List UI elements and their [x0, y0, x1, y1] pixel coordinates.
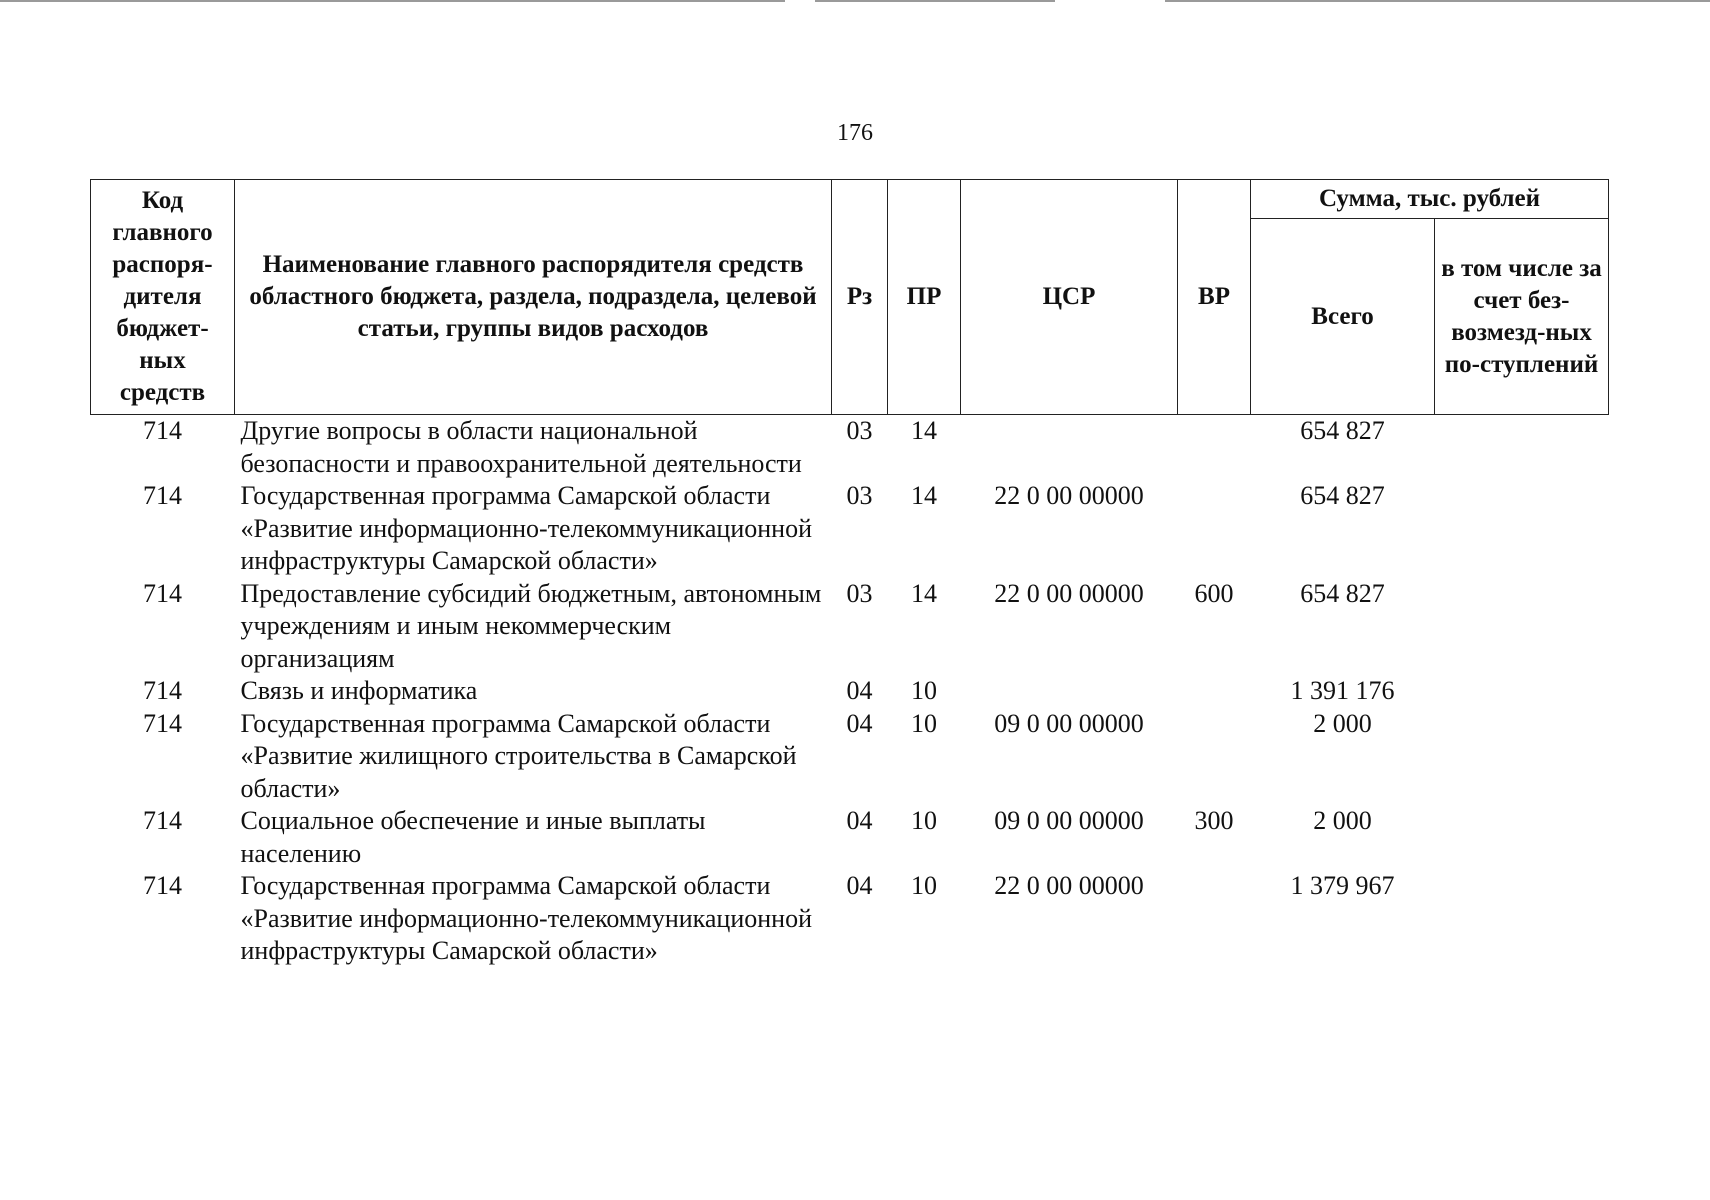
row-code: 714	[143, 481, 182, 510]
header-rz: Рз	[832, 180, 888, 415]
row-csr	[961, 675, 1178, 708]
row-code: 714	[143, 806, 182, 835]
row-pr: 10	[911, 871, 937, 900]
row-csr: 22 0 00 00000	[994, 871, 1144, 900]
row-pr: 14	[911, 481, 937, 510]
row-vr: 300	[1194, 806, 1234, 835]
row-name: Государственная программа Самарской области «Развитие информационно-телекоммуникационной инфраструктуры Самарской области»	[240, 481, 813, 575]
row-name: Государственная программа Самарской области «Развитие информационно-телекоммуникационной инфраструктуры Самарской области»	[240, 871, 813, 965]
row-pr: 10	[911, 806, 937, 835]
table-row	[91, 480, 1609, 578]
row-free-receipts	[1435, 805, 1609, 870]
header-total: Всего	[1251, 219, 1435, 415]
row-vr	[1178, 708, 1251, 806]
row-csr: 09 0 00 00000	[994, 806, 1144, 835]
row-pr: 14	[911, 416, 937, 445]
row-vr	[1178, 415, 1251, 481]
table-row	[91, 415, 1609, 481]
row-total: 2 000	[1313, 708, 1372, 738]
row-vr: 600	[1194, 578, 1234, 608]
header-csr: ЦСР	[961, 180, 1178, 415]
scan-edge-line	[1165, 0, 1710, 2]
row-pr: 10	[911, 708, 937, 738]
row-total: 654 827	[1300, 481, 1385, 510]
row-rz: 04	[846, 806, 873, 835]
row-code: 714	[143, 871, 182, 900]
row-name: Связь и информатика	[240, 676, 478, 705]
row-rz: 04	[846, 708, 873, 738]
scan-edge-line	[0, 0, 785, 2]
budget-table	[90, 179, 1609, 968]
table-row	[91, 708, 1609, 806]
table-body	[91, 415, 1609, 968]
header-vr: ВР	[1178, 180, 1251, 415]
row-code: 714	[143, 416, 182, 445]
row-total: 1 379 967	[1290, 871, 1395, 900]
row-name: Социальное обеспечение и иные выплаты населению	[240, 806, 706, 868]
row-total: 654 827	[1300, 578, 1385, 608]
row-name: Другие вопросы в области национальной безопасности и правоохранительной деятельности	[240, 416, 802, 478]
row-rz: 03	[846, 416, 873, 445]
table-row	[91, 675, 1609, 708]
table-header	[91, 180, 1609, 415]
row-vr	[1178, 870, 1251, 968]
header-name: Наименование главного распорядителя средств областного бюджета, раздела, подраздела, целевой статьи, группы видов расходов	[235, 180, 832, 415]
header-code: Код главного распоря-дителя бюджет-ных средств	[91, 180, 235, 415]
header-pr: ПР	[888, 180, 961, 415]
header-free-receipts: в том числе за счет без-возмезд-ных по-ступлений	[1435, 219, 1609, 415]
row-code: 714	[143, 708, 182, 738]
row-code: 714	[143, 578, 182, 608]
row-vr	[1178, 675, 1251, 708]
row-free-receipts	[1435, 675, 1609, 708]
row-rz: 04	[846, 676, 873, 705]
row-name: Предоставление субсидий бюджетным, автономным учреждениям и иным некоммерческим организациям	[240, 578, 822, 673]
row-csr	[961, 415, 1178, 481]
row-code: 714	[143, 676, 182, 705]
row-name: Государственная программа Самарской области «Развитие жилищного строительства в Самарской области»	[240, 708, 797, 803]
row-free-receipts	[1435, 578, 1609, 676]
page-number: 176	[837, 120, 873, 146]
row-rz: 03	[846, 578, 873, 608]
header-sum-group: Сумма, тыс. рублей	[1251, 180, 1609, 219]
row-free-receipts	[1435, 708, 1609, 806]
row-total: 654 827	[1300, 416, 1385, 445]
table-row	[91, 578, 1609, 676]
row-csr: 09 0 00 00000	[994, 708, 1144, 738]
row-csr: 22 0 00 00000	[994, 578, 1144, 608]
row-rz: 04	[846, 871, 873, 900]
row-vr	[1178, 480, 1251, 578]
row-free-receipts	[1435, 870, 1609, 968]
row-total: 2 000	[1313, 806, 1372, 835]
row-rz: 03	[846, 481, 873, 510]
row-free-receipts	[1435, 415, 1609, 481]
table-row	[91, 870, 1609, 968]
row-pr: 10	[911, 676, 937, 705]
scan-edge-line	[815, 0, 1055, 2]
table-row	[91, 805, 1609, 870]
row-total: 1 391 176	[1290, 676, 1395, 705]
row-pr: 14	[911, 578, 937, 608]
row-free-receipts	[1435, 480, 1609, 578]
row-csr: 22 0 00 00000	[994, 481, 1144, 510]
